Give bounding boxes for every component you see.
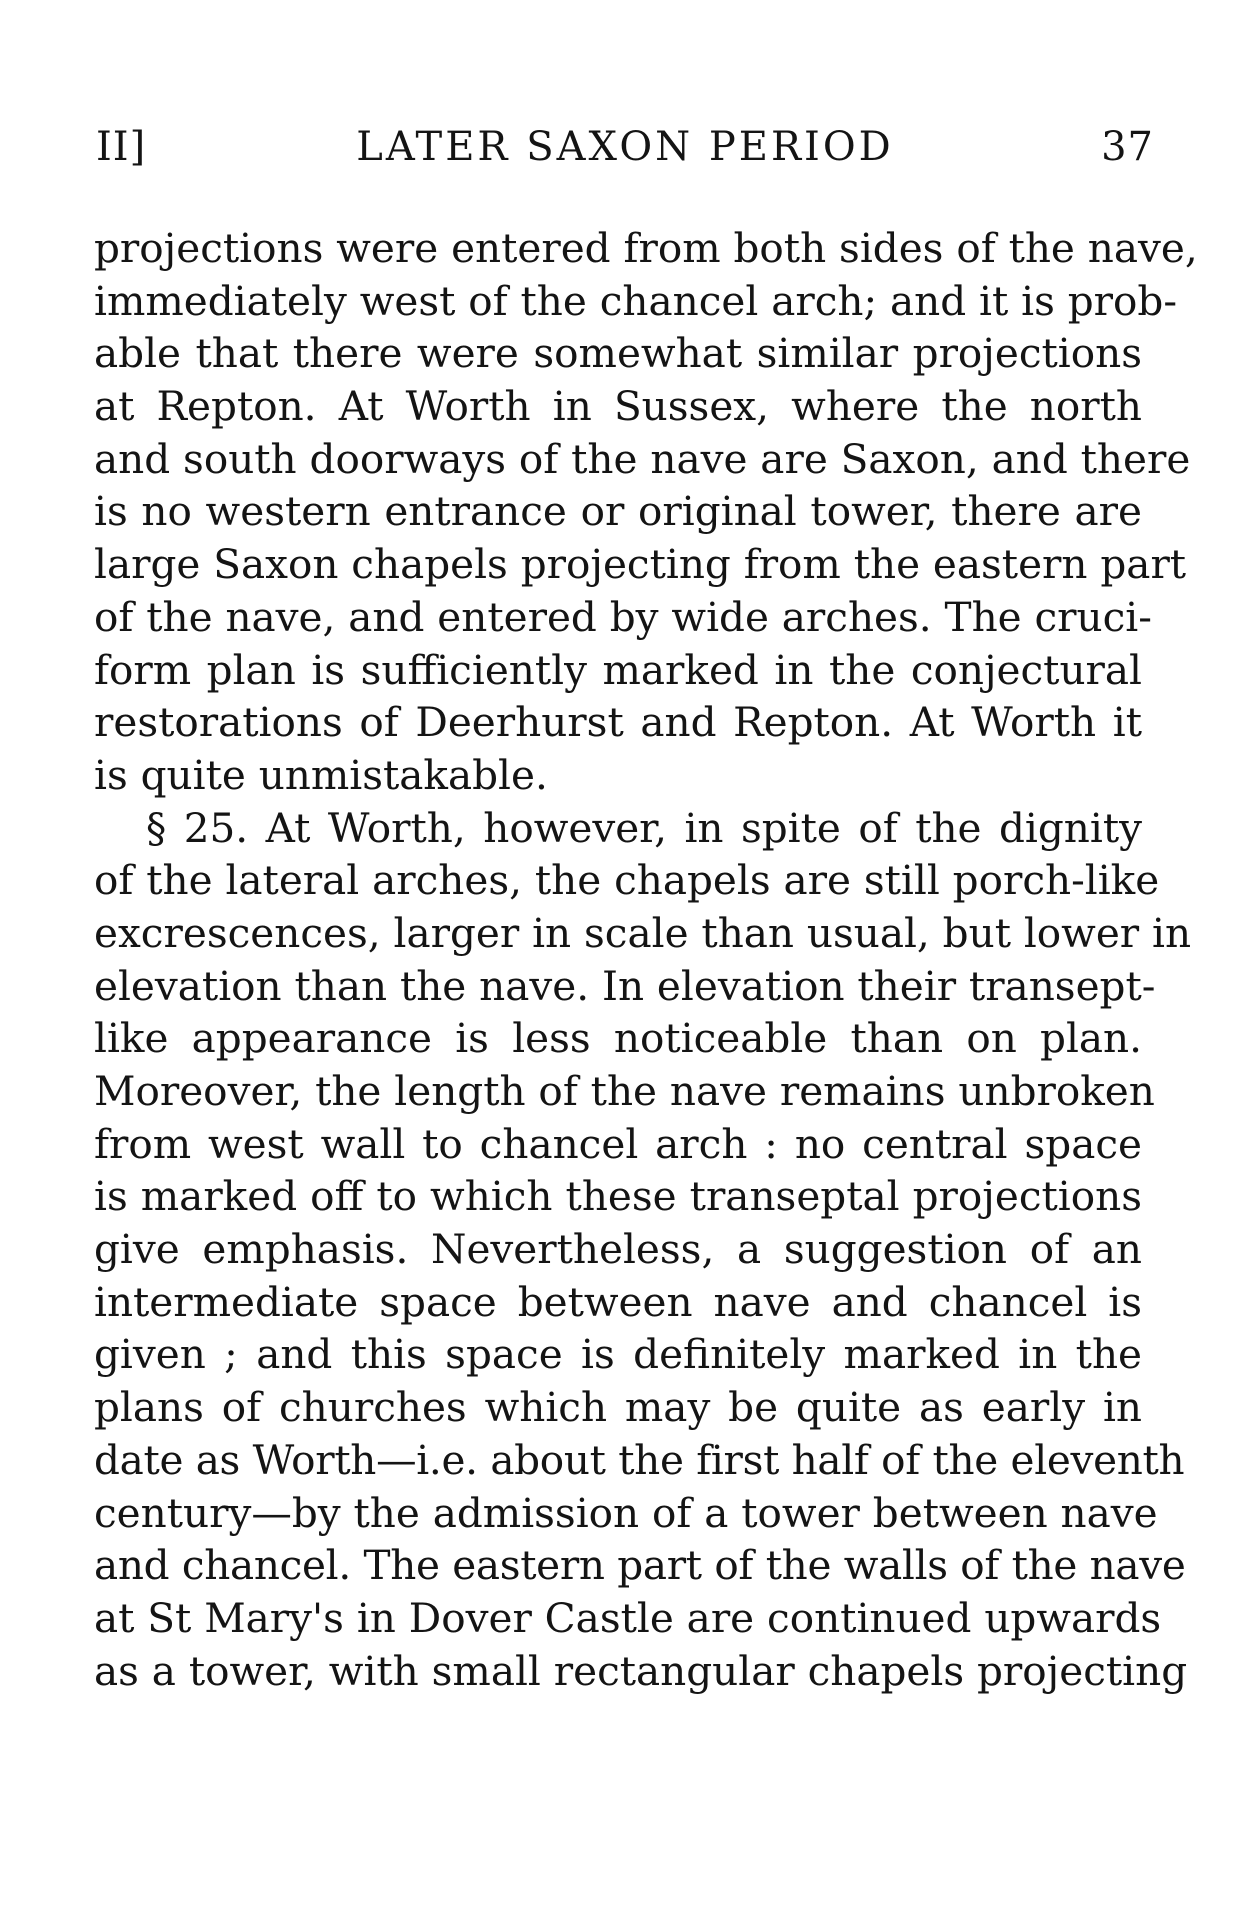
text-line: century—by the admission of a tower between nave xyxy=(94,1488,1158,1537)
text-line: large Saxon chapels projecting from the eastern part xyxy=(94,540,1187,589)
text-line: like appearance is less noticeable than on plan. xyxy=(94,1014,1142,1063)
page-number: 37 xyxy=(1101,124,1154,170)
text-line: of the lateral arches, the chapels are still porch-like xyxy=(94,856,1160,905)
text-line: as a tower, with small rectangular chapels projecting xyxy=(94,1646,1188,1695)
text-line: is no western entrance or original tower, there are xyxy=(94,487,1142,536)
text-line: able that there were somewhat similar projections xyxy=(94,329,1142,378)
text-line: form plan is sufficiently marked in the conjectural xyxy=(94,645,1142,694)
text-line: restorations of Deerhurst and Repton. At Worth it xyxy=(94,698,1142,747)
body-text xyxy=(94,222,1198,1697)
text-line: given ; and this space is definitely marked in the xyxy=(94,1330,1142,1379)
section-25-start: § 25. At Worth, however, in spite of the dignity xyxy=(146,803,1142,852)
text-line: from west wall to chancel arch : no central space xyxy=(94,1119,1142,1168)
chapter-marker: II] xyxy=(96,124,147,170)
text-line: Moreover, the length of the nave remains unbroken xyxy=(94,1067,1155,1115)
text-line: projections were entered from both sides of the nave, xyxy=(94,224,1198,272)
text-line: give emphasis. Nevertheless, a suggestion of an xyxy=(94,1225,1142,1274)
text-line: and south doorways of the nave are Saxon, and there xyxy=(94,434,1191,483)
text-line: immediately west of the chancel arch; and it is prob- xyxy=(94,276,1177,325)
running-head xyxy=(96,124,1154,184)
text-line: at Repton. At Worth in Sussex, where the north xyxy=(94,382,1142,431)
text-line: is quite unmistakable. xyxy=(94,750,548,799)
text-line: and chancel. The eastern part of the walls of the nave xyxy=(94,1541,1186,1590)
text-line: elevation than the nave. In elevation their transept- xyxy=(94,961,1156,1010)
text-line: at St Mary's in Dover Castle are continued upwards xyxy=(94,1593,1162,1642)
text-line: is marked off to which these transeptal projections xyxy=(94,1172,1142,1221)
running-title: LATER SAXON PERIOD xyxy=(356,124,894,170)
text-line: of the nave, and entered by wide arches. The cruci- xyxy=(94,592,1152,641)
text-line: intermediate space between nave and chancel is xyxy=(94,1277,1142,1326)
text-line: plans of churches which may be quite as early in xyxy=(94,1383,1142,1432)
text-line: date as Worth—i.e. about the first half of the eleventh xyxy=(94,1435,1185,1484)
text-line: excrescences, larger in scale than usual, but lower in xyxy=(94,908,1192,957)
